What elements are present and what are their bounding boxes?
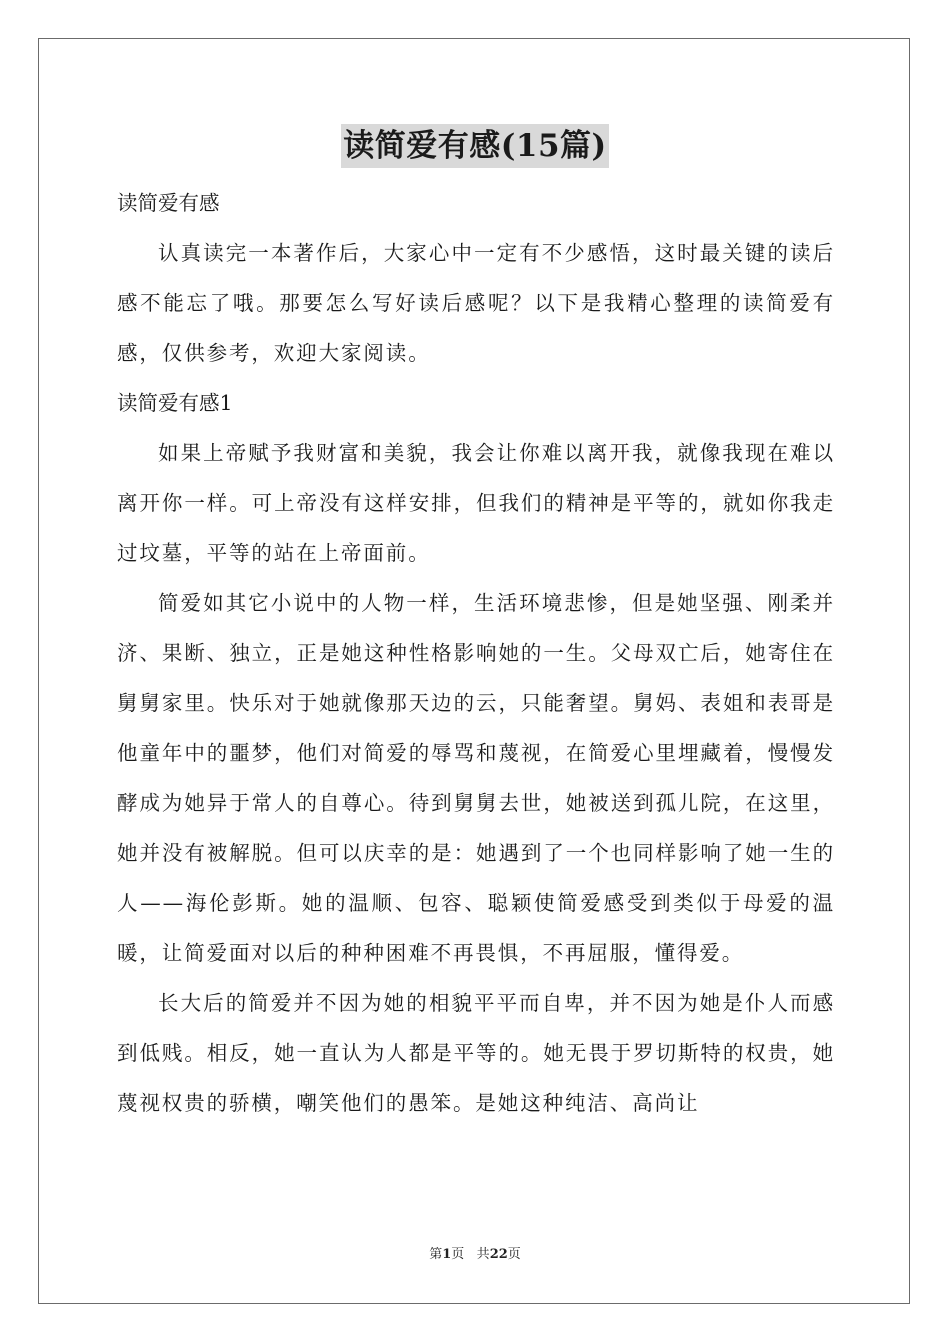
document-body (117, 178, 835, 1128)
document-title: 读简爱有感(15篇) (341, 124, 608, 168)
section-heading: 读简爱有感1 (117, 391, 233, 415)
page-footer (0, 1246, 950, 1264)
section-heading: 读简爱有感 (117, 191, 220, 215)
footer-total-prefix: 共 (476, 1247, 490, 1262)
footer-total-suffix: 页 (507, 1247, 521, 1262)
body-paragraph: 如果上帝赋予我财富和美貌，我会让你难以离开我，就像我现在难以离开你一样。可上帝没有这样安排，但我们的精神是平等的，就如你我走过坟墓，平等的站在上帝面前。 (117, 441, 835, 565)
title-container (0, 124, 950, 168)
footer-page-suffix: 页 (451, 1247, 465, 1262)
footer-total-pages: 22 (489, 1247, 508, 1262)
body-paragraph: 认真读完一本著作后，大家心中一定有不少感悟，这时最关键的读后感不能忘了哦。那要怎么写好读后感呢？以下是我精心整理的读简爱有感，仅供参考，欢迎大家阅读。 (117, 241, 835, 365)
body-paragraph: 长大后的简爱并不因为她的相貌平平而自卑，并不因为她是仆人而感到低贱。相反，她一直认为人都是平等的。她无畏于罗切斯特的权贵，她蔑视权贵的骄横，嘲笑他们的愚笨。是她这种纯洁、高尚让 (117, 991, 835, 1115)
footer-page-prefix: 第 (429, 1247, 443, 1262)
footer-page-number: 1 (442, 1247, 452, 1262)
body-paragraph: 简爱如其它小说中的人物一样，生活环境悲惨，但是她坚强、刚柔并济、果断、独立，正是她这种性格影响她的一生。父母双亡后，她寄住在舅舅家里。快乐对于她就像那天边的云，只能奢望。舅妈、表姐和表哥是他童年中的噩梦，他们对简爱的辱骂和蔑视，在简爱心里埋藏着，慢慢发酵成为她异于常人的自尊心。待到舅舅去世，她被送到孤儿院，在这里，她并没有被解脱。但可以庆幸的是：她遇到了一个也同样影响了她一生的人——海伦彭斯。她的温顺、包容、聪颖使简爱感受到类似于母爱的温暖，让简爱面对以后的种种困难不再畏惧，不再屈服，懂得爱。 (117, 591, 835, 965)
